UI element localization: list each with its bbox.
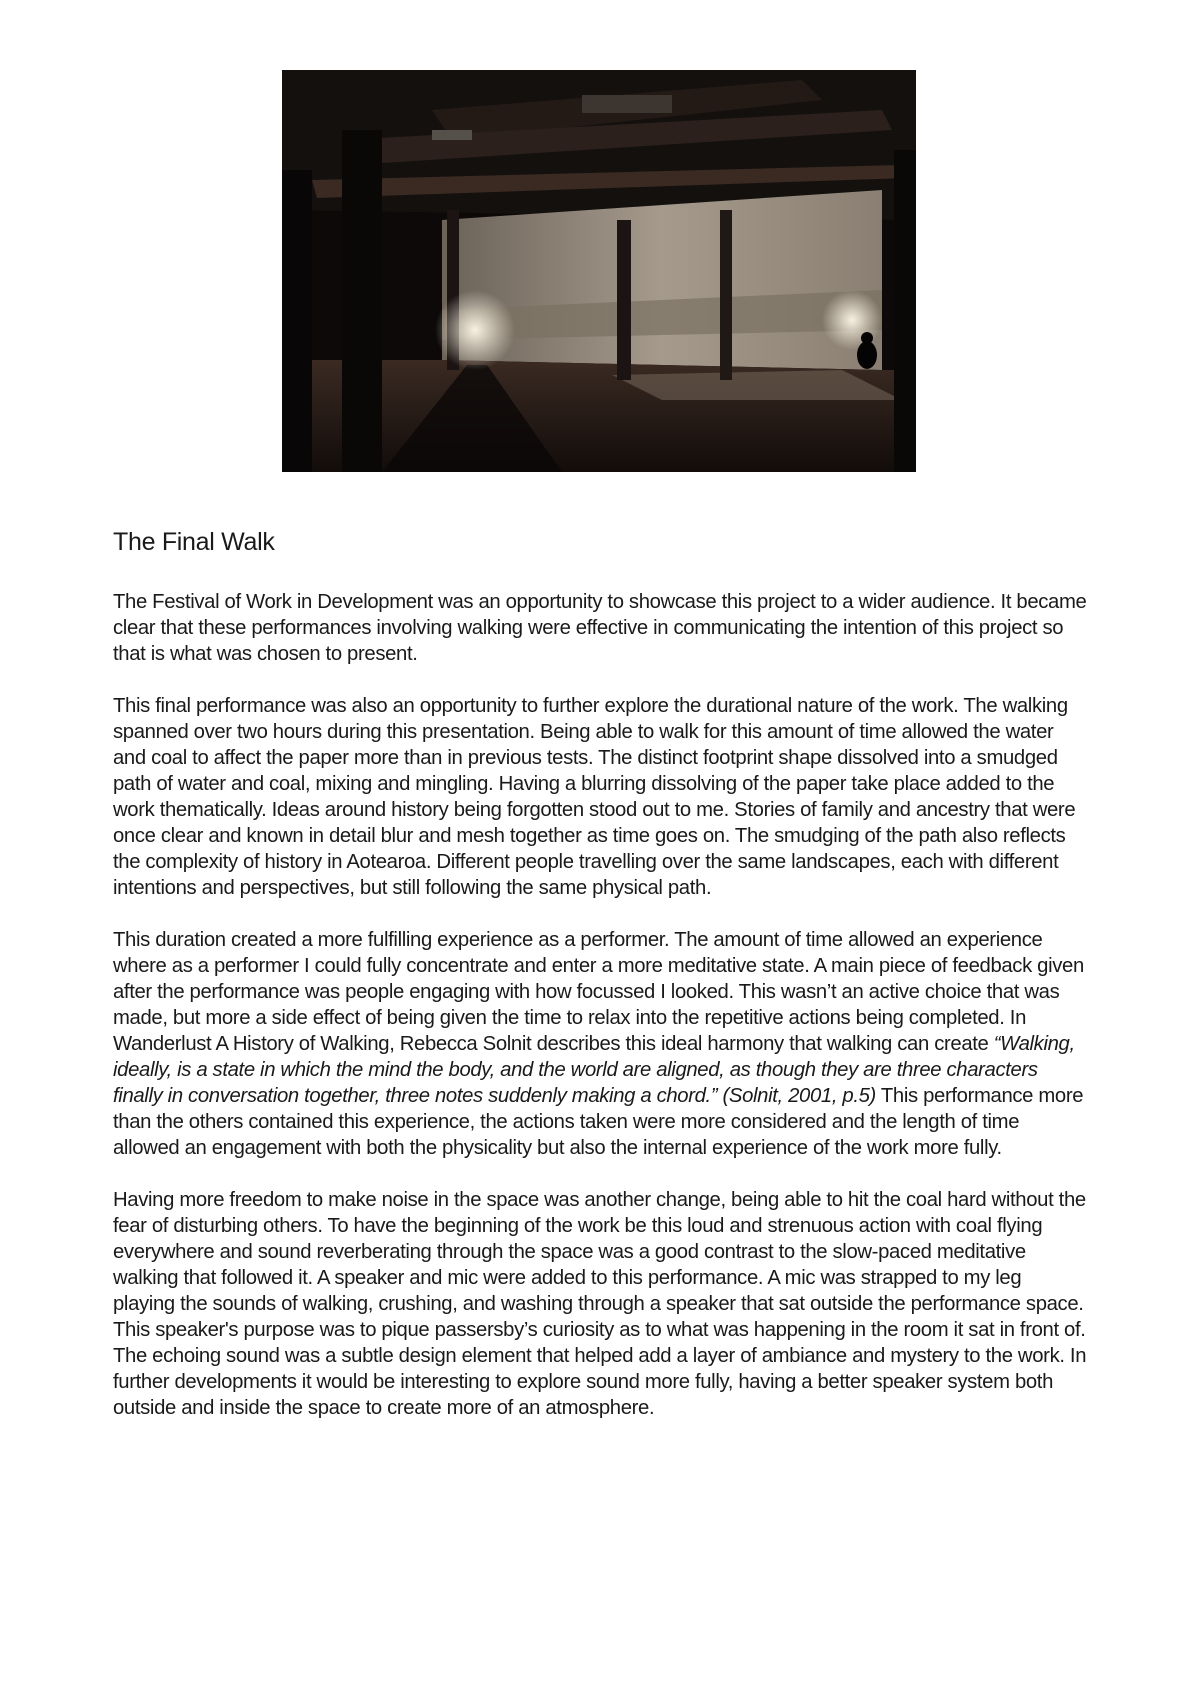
paragraph-2: This final performance was also an opportunity to further explore the durational nature of the work. The walking spanned over two hours during this presentation. Being able to walk for this amount of time allowed the water and coal to affect the paper more than in previous tests. The distinct footprint shape dissolved into a smudged path of water and coal, mixing and mingling. Having a blurring dissolving of the paper take place added to the work thematically. Ideas around history being forgotten stood out to me. Stories of family and ancestry that were once clear and known in detail blur and mesh together as time goes on. The smudging of the path also reflects the complexity of history in Aotearoa. Different people travelling over the same landscapes, each with different intentions and perspectives, but still following the same physical path. bbox=[113, 695, 1076, 899]
page-title: The Final Walk bbox=[113, 528, 275, 556]
paragraph-1: The Festival of Work in Development was an opportunity to showcase this project to a wider audience. It became clear that these performances involving walking were effective in communicating the intention of this project so that is what was chosen to present. bbox=[113, 591, 1087, 665]
paragraph-3-text-after: This performance more than the others contained this experience, the actions taken were more considered and the length of time allowed an engagement with both the physicality but also the internal experience of the work more fully. bbox=[113, 1085, 1084, 1159]
body-text bbox=[113, 589, 1088, 1447]
solnit-quote: “Walking, ideally, is a state in which the mind the body, and the world are aligned, as though they are three characters finally in conversation together, three notes suddenly making a chord.” (Solnit, 2001, p.5) bbox=[113, 1033, 1075, 1107]
paragraph-3 bbox=[113, 927, 1088, 1161]
paragraph-3-text-before: This duration created a more fulfilling experience as a performer. The amount of time allowed an experience where as a performer I could fully concentrate and enter a more meditative state. A main piece of feedback given after the performance was people engaging with how focussed I looked. This wasn’t an active choice that was made, but more a side effect of being given the time to relax into the repetitive actions being completed. In Wanderlust A History of Walking, Rebecca Solnit describes this ideal harmony that walking can create bbox=[113, 929, 1084, 1055]
performance-space-photo bbox=[282, 70, 916, 472]
paragraph-4: Having more freedom to make noise in the space was another change, being able to hit the coal hard without the fear of disturbing others. To have the beginning of the work be this loud and strenuous action with coal flying everywhere and sound reverberating through the space was a good contrast to the slow-paced meditative walking that followed it. A speaker and mic were added to this performance. A mic was strapped to my leg playing the sounds of walking, crushing, and washing through a speaker that sat outside the performance space. This speaker's purpose was to pique passersby’s curiosity as to what was happening in the room it sat in front of. The echoing sound was a subtle design element that helped add a layer of ambiance and mystery to the work. In further developments it would be interesting to explore sound more fully, having a better speaker system both outside and inside the space to create more of an atmosphere. bbox=[113, 1189, 1087, 1419]
